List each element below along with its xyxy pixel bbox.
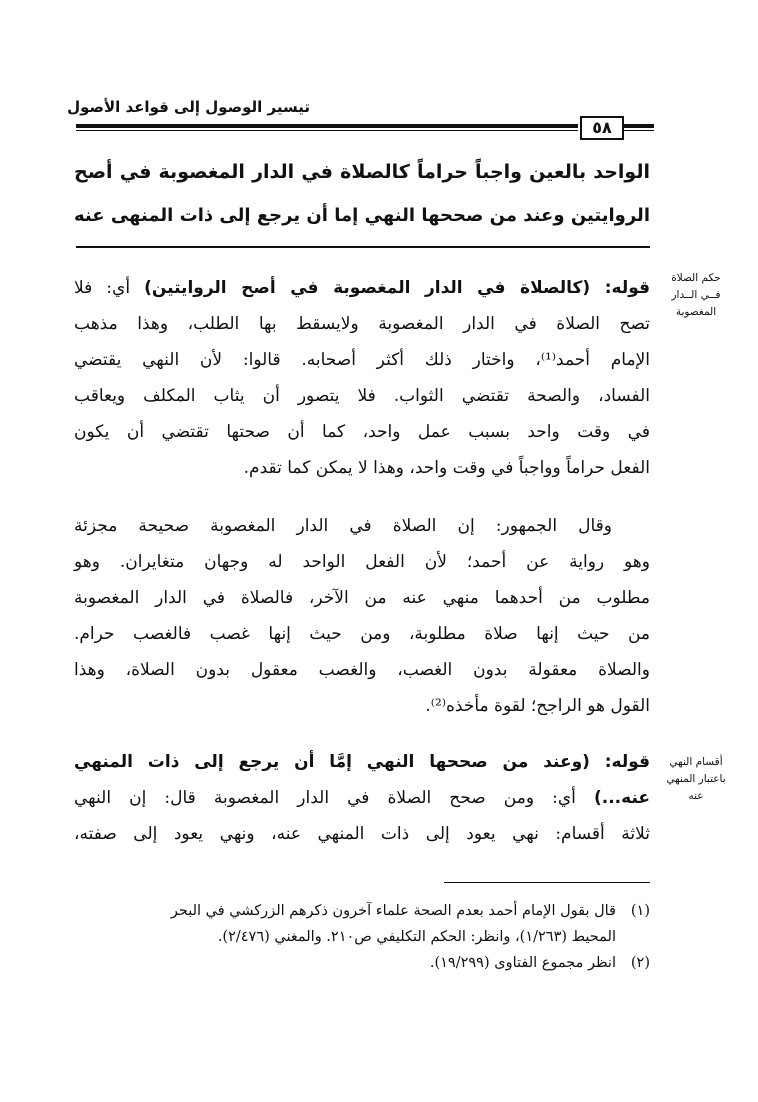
paragraph-line: مطلوب من أحدهما منهي عنه من الآخر، فالصلاة في الدار المغصوبة <box>74 588 650 608</box>
matn-block <box>74 150 650 238</box>
matn-divider <box>76 246 650 248</box>
paragraph-line: الإمام أحمد⁽¹⁾، واختار ذلك أكثر أصحابه. قالوا: لأن النهي يقتضي <box>74 350 650 370</box>
margin-note-line: حكم الصلاة <box>671 272 721 284</box>
margin-note-prayer-ruling <box>662 270 730 321</box>
footnote-text: قال بقول الإمام أحمد بعدم الصحة علماء آخرون ذكرهم الزركشي في البحر <box>170 903 616 919</box>
paragraph-line: القول هو الراجح؛ لقوة مأخذه⁽²⁾. <box>425 696 650 716</box>
footnote-number: (١) <box>630 903 650 919</box>
paragraph-3 <box>74 744 650 852</box>
paragraph-line: في وقت واحد بسبب عمل واحد، كما أن صحتها تقتضي أن يكون <box>74 422 650 442</box>
margin-note-line: عنه <box>688 790 704 802</box>
margin-note-line: فــي الــدار <box>671 289 721 301</box>
paragraph-1 <box>74 270 650 486</box>
header-rule-right <box>624 124 654 131</box>
quoted-lead: قوله: (كالصلاة في الدار المغصوبة في أصح الروايتين) <box>144 278 650 298</box>
footnote-2 <box>74 950 650 976</box>
paragraph-line: الفساد، والصحة تقتضي الثواب. فلا يتصور أن يثاب المكلف ويعاقب <box>74 386 650 406</box>
header-rule <box>76 124 578 131</box>
paragraph-line: وهو رواية عن أحمد؛ لأن الفعل الواحد له وجهان متغايران. وهو <box>74 552 650 572</box>
margin-note-prohibition-types <box>662 754 730 805</box>
matn-line: الروايتين وعند من صححها النهي إما أن يرجع إلى ذات المنهى عنه <box>74 205 650 226</box>
matn-line: الواحد بالعين واجباً حراماً كالصلاة في الدار المغصوبة في أصح <box>74 161 650 183</box>
running-title: تيسير الوصول إلى قواعد الأصول <box>67 98 310 116</box>
footnote-1-continuation: المحيط (١/٢٦٣)، وانظر: الحكم التكليفي ص٢١٠. والمغني (٢/٤٧٦). <box>217 929 616 945</box>
paragraph-line: من حيث إنها صلاة مطلوبة، ومن حيث إنها غصب فالغصب حرام. <box>74 624 650 644</box>
footnote-number: (٢) <box>630 955 650 971</box>
paragraph-line: الفعل حراماً وواجباً في وقت واحد، وهذا لا يمكن كما تقدم. <box>243 458 650 478</box>
footnote-1 <box>74 898 650 924</box>
page-number: ٥٨ <box>580 116 624 140</box>
margin-note-line: المغصوبة <box>675 306 717 318</box>
paragraph-2 <box>74 508 650 724</box>
quoted-lead-end: عنه...) <box>593 788 650 808</box>
paragraph-line: تصح الصلاة في الدار المغصوبة ولايسقط بها الطلب، وهذا مذهب <box>74 314 650 334</box>
paragraph-line: عنه...) أي: ومن صحح الصلاة في الدار المغصوبة قال: إن النهي <box>74 788 650 808</box>
paragraph-line: والصلاة معقولة بدون الغصب، والغصب معقول بدون الصلاة، وهذا <box>74 660 650 680</box>
paragraph-line: وقال الجمهور: إن الصلاة في الدار المغصوبة صحيحة مجزئة <box>74 516 612 536</box>
margin-note-line: باعتبار المنهي <box>666 773 726 785</box>
quoted-lead: قوله: (وعند من صححها النهي إمَّا أن يرجع إلى ذات المنهي <box>74 752 650 772</box>
margin-note-line: أقسام النهي <box>669 756 723 768</box>
paragraph-line: قوله: (كالصلاة في الدار المغصوبة في أصح الروايتين) أي: فلا <box>74 278 650 298</box>
footnotes <box>74 898 650 976</box>
footnote-divider <box>444 882 650 883</box>
footnote-text: انظر مجموع الفتاوى (١٩/٢٩٩). <box>429 955 616 971</box>
paragraph-line: ثلاثة أقسام: نهي يعود إلى ذات المنهي عنه، ونهي يعود إلى صفته، <box>74 824 650 844</box>
